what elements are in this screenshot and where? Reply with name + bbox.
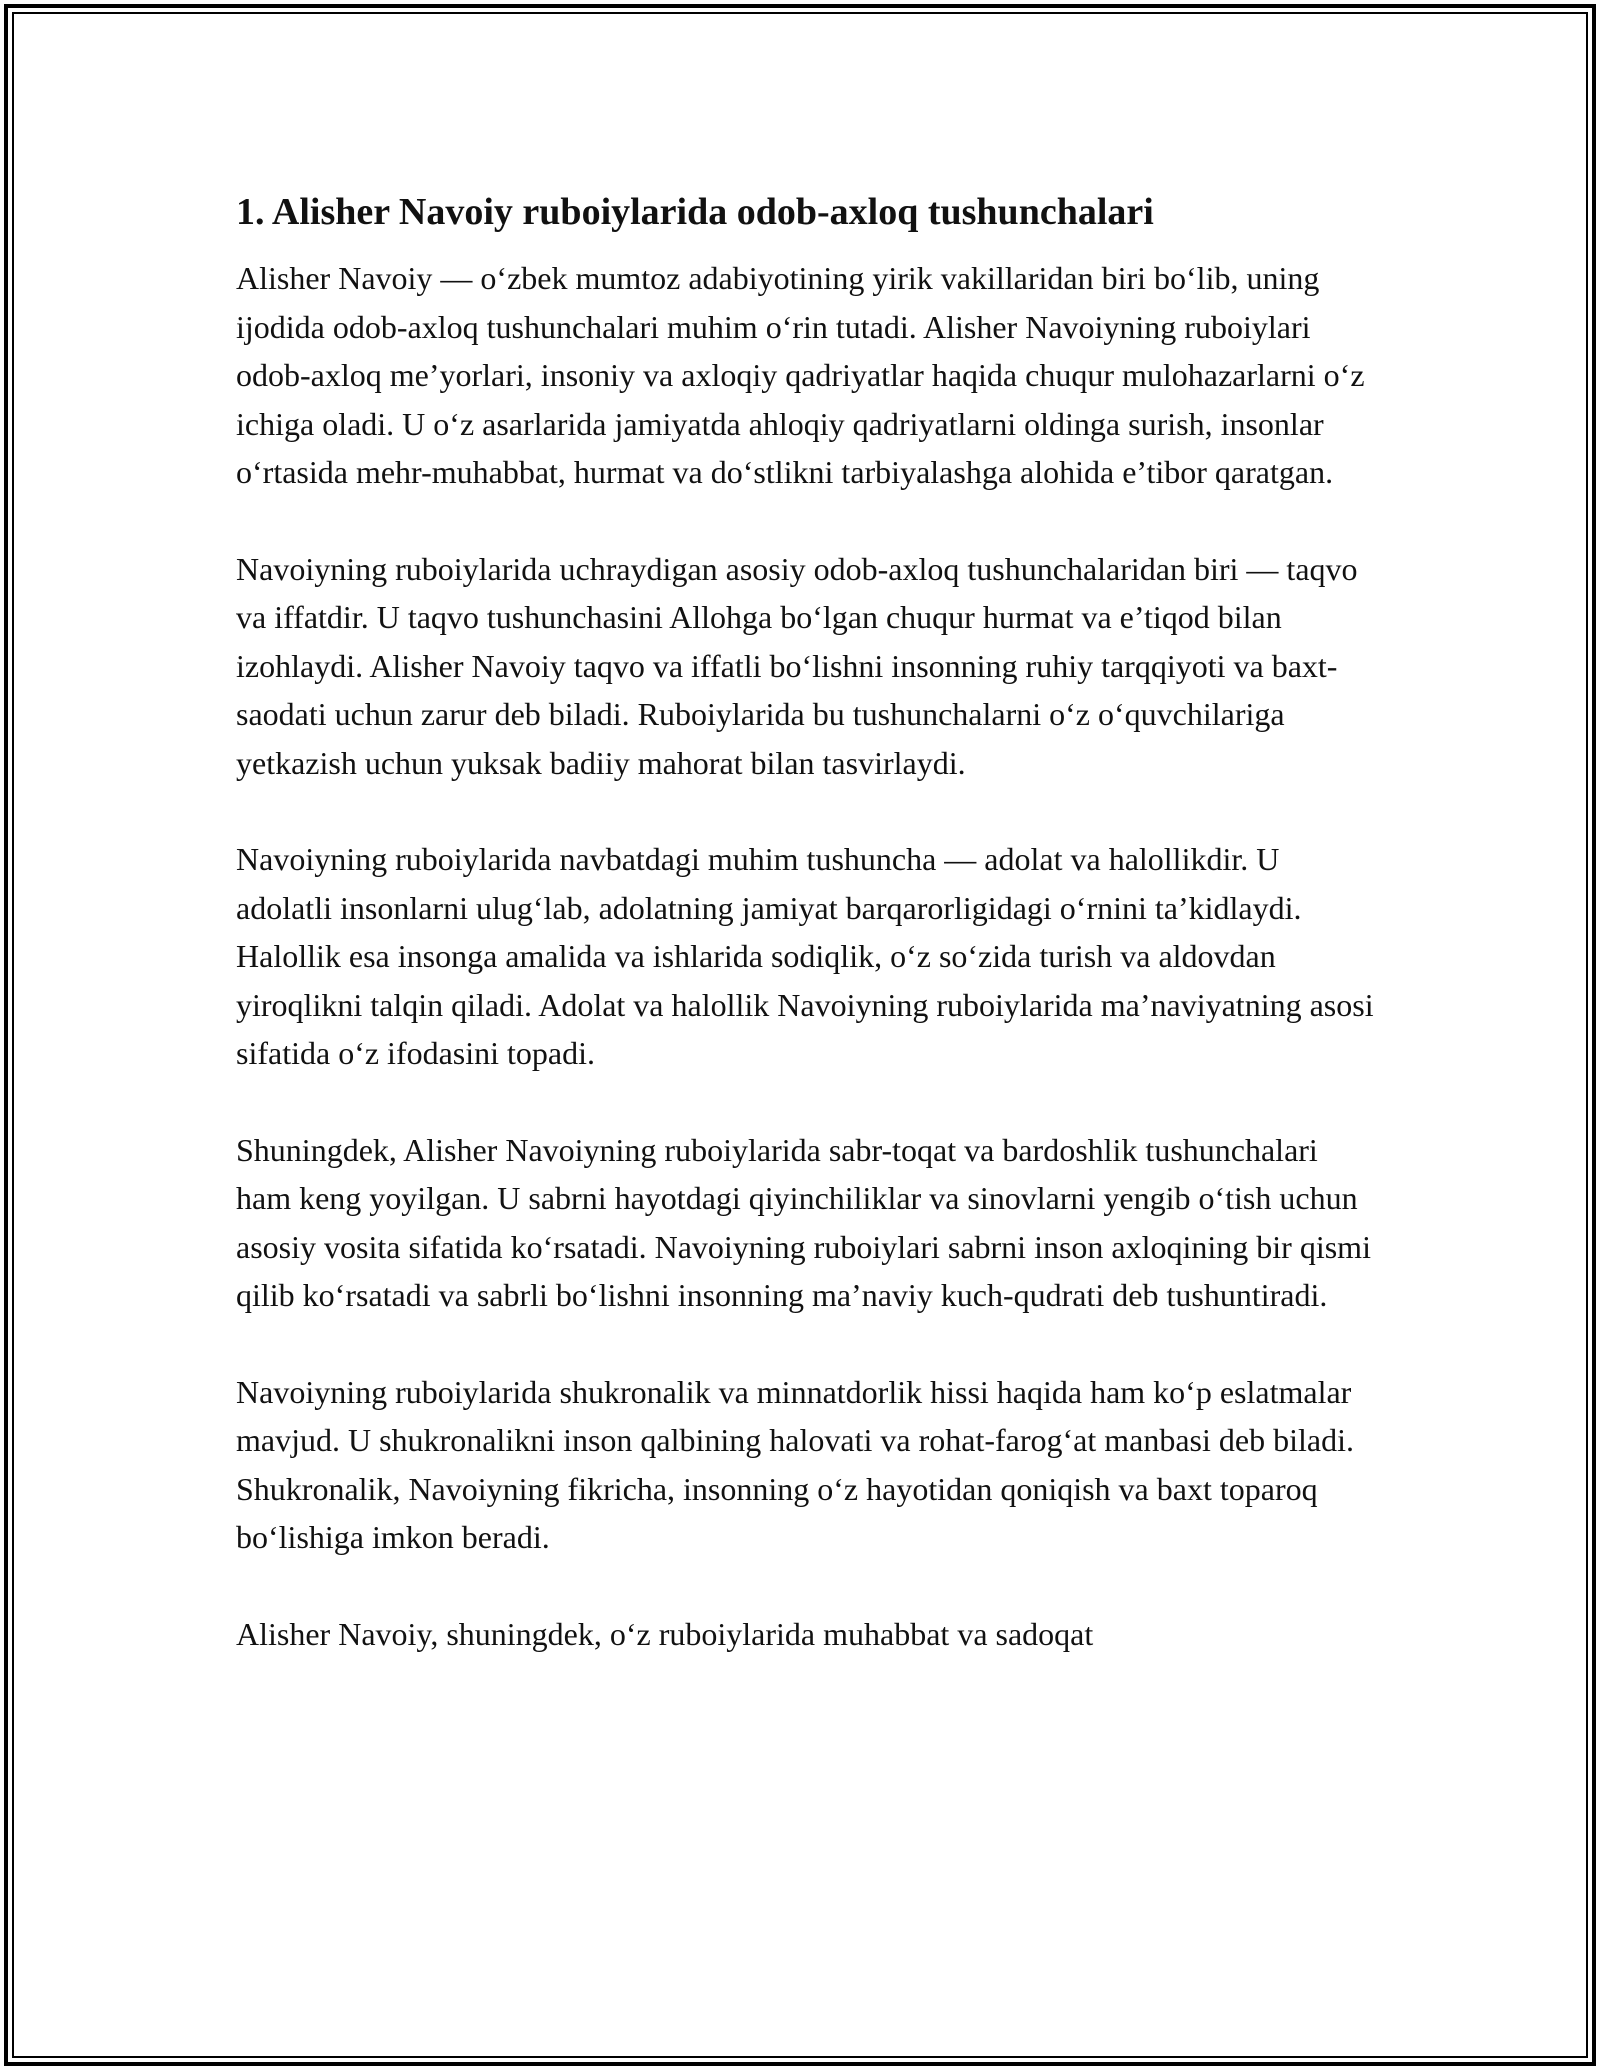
- paragraph: Alisher Navoiy, shuningdek, o‘z ruboiylarida muhabbat va sadoqat: [236, 1615, 1094, 1652]
- section-heading: 1. Alisher Navoiy ruboiylarida odob-axloq tushunchalari: [236, 191, 1154, 233]
- paragraph: Navoiyning ruboiylarida navbatdagi muhim tushuncha — adolat va halollikdir. U adolatli insonlarni ulug‘lab, adolatning jamiyat barqarorligidagi o‘rnini ta’kidlaydi. Halollik esa insonga amalida va ishlarida sodiqlik, o‘z so‘zida turish va aldovdan yiroqlikni talqin qiladi. Adolat va halollik Navoiyning ruboiylarida ma’naviyatning asosi sifatida o‘z ifodasini topadi.: [236, 841, 1374, 1071]
- paragraph: Alisher Navoiy — o‘zbek mumtoz adabiyotining yirik vakillaridan biri bo‘lib, uning ijodida odob-axloq tushunchalari muhim o‘rin tutadi. Alisher Navoiyning ruboiylari odob-axloq me’yorlari, insoniy va axloqiy qadriyatlar haqida chuqur mulohazarlarni o‘z ichiga oladi. U o‘z asarlarida jamiyatda ahloqiy qadriyatlarni oldinga surish, insonlar o‘rtasida mehr-muhabbat, hurmat va do‘stlikni tarbiyalashga alohida e’tibor qaratgan.: [236, 260, 1365, 490]
- document-body: [236, 188, 1376, 1658]
- paragraph: Shuningdek, Alisher Navoiyning ruboiylarida sabr-toqat va bardoshlik tushunchalari ham keng yoyilgan. U sabrni hayotdagi qiyinchiliklar va sinovlarni yengib o‘tish uchun asosiy vosita sifatida ko‘rsatadi. Navoiyning ruboiylari sabrni inson axloqining bir qismi qilib ko‘rsatadi va sabrli bo‘lishni insonning ma’naviy kuch-qudrati deb tushuntiradi.: [236, 1131, 1371, 1313]
- paragraph: Navoiyning ruboiylarida uchraydigan asosiy odob-axloq tushunchalaridan biri — taqvo va iffatdir. U taqvo tushunchasini Allohga bo‘lgan chuqur hurmat va e’tiqod bilan izohlaydi. Alisher Navoiy taqvo va iffatli bo‘lishni insonning ruhiy tarqqiyoti va baxt-saodati uchun zarur deb biladi. Ruboiylarida bu tushunchalarni o‘z o‘quvchilariga yetkazish uchun yuksak badiiy mahorat bilan tasvirlaydi.: [236, 550, 1358, 781]
- paragraph: Navoiyning ruboiylarida shukronalik va minnatdorlik hissi haqida ham ko‘p eslatmalar mavjud. U shukronalikni inson qalbining halovati va rohat-farog‘at manbasi deb biladi. Shukronalik, Navoiyning fikricha, insonning o‘z hayotidan qoniqish va baxt toparoq bo‘lishiga imkon beradi.: [236, 1373, 1354, 1555]
